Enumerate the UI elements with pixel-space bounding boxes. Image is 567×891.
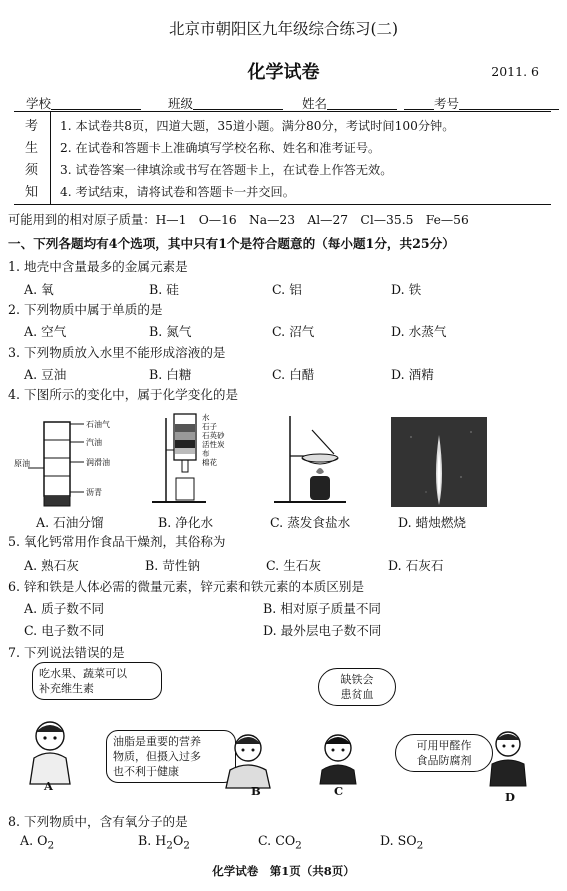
header-title: 北京市朝阳区九年级综合练习(二) — [168, 20, 399, 38]
q4-option-b[interactable]: B. 净化水 — [158, 515, 214, 530]
figA-label: 沥青 — [86, 488, 102, 497]
q2-option-a[interactable]: A. 空气 — [24, 324, 67, 339]
evaporation-figure — [268, 410, 364, 508]
notice-head-char: 考 — [25, 119, 39, 134]
q8-option-d[interactable] — [380, 833, 423, 852]
notice-line: 3. 试卷答案一律填涂或书写在答题卡上，在试卷上作答无效。 — [60, 163, 393, 177]
page-footer: 化学试卷 第1页（共8页） — [212, 864, 355, 878]
school-field[interactable] — [26, 94, 141, 112]
q8-c-formula: C. CO — [258, 833, 296, 848]
person-d-icon — [484, 728, 534, 788]
person-b-icon — [218, 732, 278, 790]
figB-label: 棉花 — [202, 458, 217, 467]
bubble-b-line: 也不利于健康 — [113, 765, 179, 778]
bubble-b-line: 油脂是重要的营养 — [113, 735, 201, 748]
notice-heading — [14, 112, 51, 204]
figB-label: 活性炭 — [202, 440, 225, 449]
notice-line: 4. 考试结束，请将试卷和答题卡一并交回。 — [60, 185, 295, 199]
class-field[interactable] — [168, 94, 283, 112]
q3-option-a[interactable]: A. 豆油 — [24, 367, 67, 382]
question-5: 5. 氧化钙常用作食品干燥剂，其俗称为 — [8, 534, 226, 549]
q6-option-a[interactable]: A. 质子数不同 — [24, 601, 105, 616]
figB-label: 石子 — [202, 422, 217, 431]
notice-line: 1. 本试卷共8页，四道大题，35道小题。满分80分，考试时间100分钟。 — [60, 119, 455, 133]
question-8: 8. 下列物质中，含有氧分子的是 — [8, 814, 188, 829]
q5-option-a[interactable]: A. 熟石灰 — [24, 558, 79, 573]
q6-option-b[interactable]: B. 相对原子质量不同 — [263, 601, 382, 616]
exam-number-field[interactable] — [404, 94, 559, 112]
label-b: B — [251, 784, 261, 798]
notice-line: 2. 在试卷和答题卡上准确填写学校名称、姓名和准考证号。 — [60, 141, 381, 155]
q8-option-c[interactable] — [258, 833, 302, 852]
figA-label: 石油气 — [86, 420, 110, 429]
bubble-d-line: 可用甲醛作 — [416, 739, 472, 752]
label-a: A — [44, 779, 53, 793]
q2-option-d[interactable]: D. 水蒸气 — [391, 324, 447, 339]
candle-photo — [391, 417, 487, 507]
figA-label: 原油 — [14, 459, 30, 468]
question-1: 1. 地壳中含量最多的金属元素是 — [8, 259, 188, 274]
q4-option-d[interactable]: D. 蜡烛燃烧 — [398, 515, 467, 530]
person-a-icon — [24, 718, 80, 788]
q8-c-sub: 2 — [295, 839, 302, 852]
q8-d-formula: D. SO — [380, 833, 417, 848]
q1-option-a[interactable]: A. 氧 — [24, 282, 54, 297]
fractional-distillation-figure — [14, 412, 130, 508]
label-c: C — [334, 784, 344, 798]
q4-option-c[interactable]: C. 蒸发食盐水 — [270, 515, 351, 530]
figA-label: 汽油 — [86, 438, 102, 447]
q8-option-a[interactable] — [20, 833, 54, 852]
water-purifier-figure — [146, 410, 242, 508]
q5-option-d[interactable]: D. 石灰石 — [388, 558, 444, 573]
bubble-a-line: 吃水果、蔬菜可以 — [39, 667, 127, 680]
q2-option-b[interactable]: B. 氮气 — [149, 324, 192, 339]
q8-option-b[interactable] — [138, 833, 190, 852]
exam-date: 2011. 6 — [491, 64, 539, 79]
q8-a-formula: A. O — [20, 833, 48, 848]
name-field[interactable] — [302, 94, 397, 112]
notice-head-char: 生 — [25, 141, 39, 156]
figA-label: 润滑油 — [86, 458, 110, 467]
notice-head-char: 知 — [25, 185, 39, 200]
figB-label: 石英砂 — [202, 431, 225, 440]
question-2: 2. 下列物质中属于单质的是 — [8, 302, 163, 317]
name-label: 姓名 — [302, 96, 328, 111]
q5-option-b[interactable]: B. 苛性钠 — [145, 558, 201, 573]
q2-option-c[interactable]: C. 沼气 — [272, 324, 315, 339]
bubble-b-line: 物质，但摄入过多 — [113, 750, 201, 763]
question-7: 7. 下列说法错误的是 — [8, 645, 125, 660]
bubble-a-line: 补充维生素 — [39, 682, 94, 695]
q5-option-c[interactable]: C. 生石灰 — [266, 558, 321, 573]
exam-number-label: 考号 — [434, 96, 460, 111]
q6-option-d[interactable]: D. 最外层电子数不同 — [263, 623, 382, 638]
notice-head-char: 须 — [25, 163, 39, 178]
q8-d-sub: 2 — [416, 839, 424, 852]
question-6: 6. 锌和铁是人体必需的微量元素，锌元素和铁元素的本质区别是 — [8, 579, 365, 594]
q1-option-b[interactable]: B. 硅 — [149, 282, 179, 297]
bubble-c — [318, 668, 396, 706]
bubble-c-line: 患贫血 — [340, 688, 374, 701]
q8-b-formula-2: O — [172, 833, 184, 848]
school-label: 学校 — [26, 96, 52, 111]
question-4: 4. 下图所示的变化中，属于化学变化的是 — [8, 387, 239, 402]
label-d: D — [505, 790, 515, 804]
q1-option-d[interactable]: D. 铁 — [391, 282, 422, 297]
exam-title: 化学试卷 — [247, 62, 320, 83]
figB-label: 水 — [202, 413, 210, 422]
bubble-d-line: 食品防腐剂 — [416, 754, 472, 767]
figB-label: 布 — [202, 449, 210, 458]
q3-option-c[interactable]: C. 白醋 — [272, 367, 315, 382]
bubble-d — [395, 734, 493, 772]
atomic-masses: 可能用到的相对原子质量：H—1 O—16 Na—23 Al—27 Cl—35.5 Fe—56 — [8, 213, 469, 227]
question-3: 3. 下列物质放入水里不能形成溶液的是 — [8, 345, 226, 360]
bubble-c-line: 缺铁会 — [340, 673, 374, 686]
person-c-icon — [312, 730, 364, 786]
q4-option-a[interactable]: A. 石油分馏 — [36, 515, 104, 530]
q1-option-c[interactable]: C. 铝 — [272, 282, 302, 297]
q6-option-c[interactable]: C. 电子数不同 — [24, 623, 105, 638]
q8-a-sub: 2 — [47, 839, 55, 852]
bubble-b — [106, 730, 236, 783]
class-label: 班级 — [168, 96, 194, 111]
q8-b-formula: B. H — [138, 833, 167, 848]
q8-b-sub: 2 — [166, 839, 173, 852]
q3-option-b[interactable]: B. 白糖 — [149, 367, 192, 382]
section-heading: 一、下列各题均有4个选项，其中只有1个是符合题意的（每小题1分，共25分） — [8, 236, 455, 251]
q8-b-sub-2: 2 — [183, 839, 190, 852]
q3-option-d[interactable]: D. 酒精 — [391, 367, 434, 382]
bubble-a — [32, 662, 162, 700]
exam-notice-box — [14, 111, 551, 205]
